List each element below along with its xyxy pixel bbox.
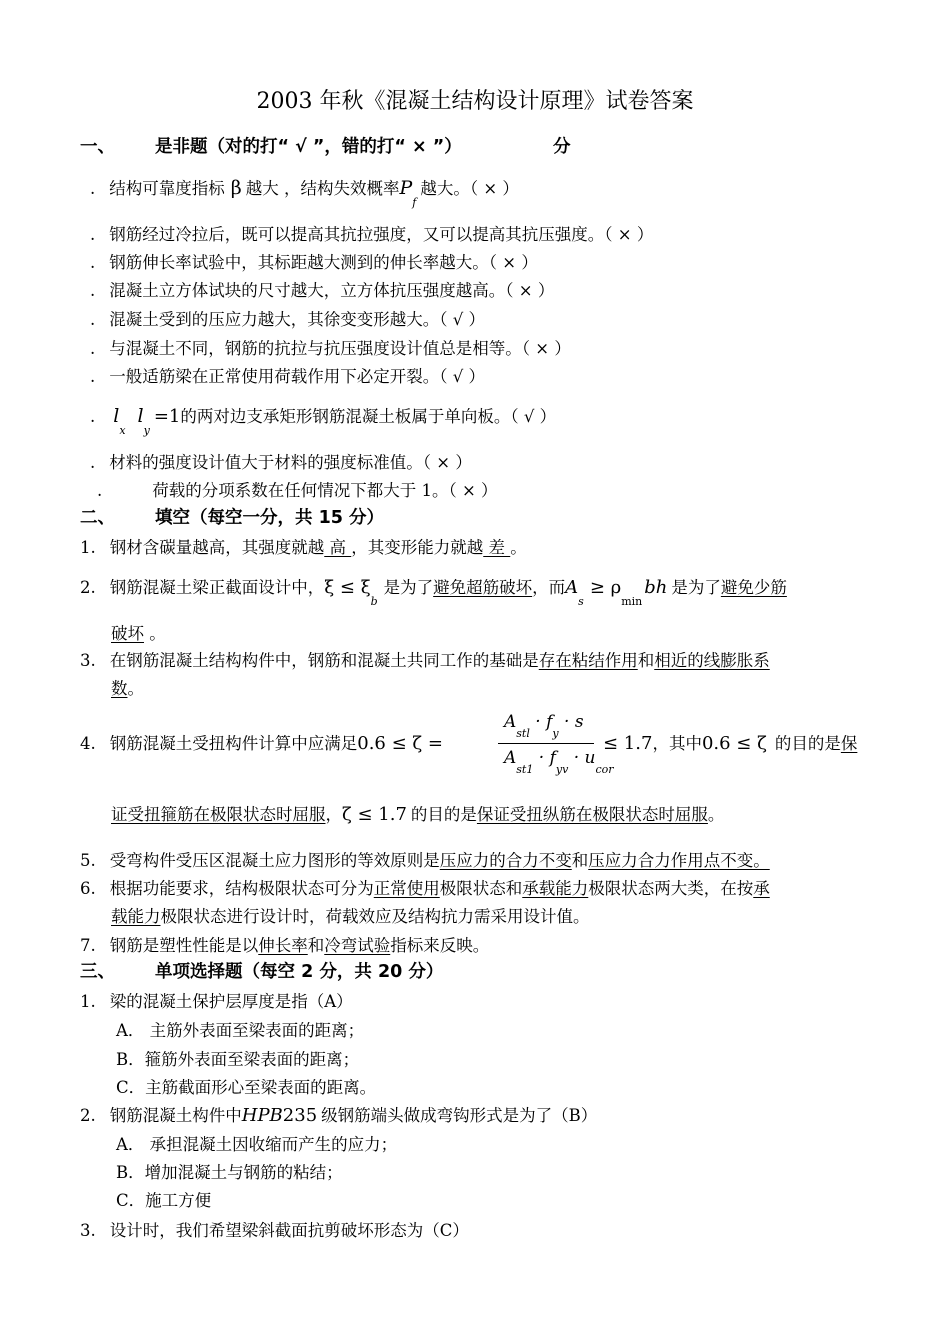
text-run: ζ ≤ 1.7 bbox=[342, 804, 407, 825]
text-run: 钢筋混凝土构件中 bbox=[109, 1106, 242, 1125]
section-3-number: 三、 bbox=[80, 962, 115, 982]
tf-item-2 bbox=[90, 225, 653, 245]
fill-item-4 bbox=[80, 734, 443, 754]
text-run: 材料的强度设计值大于材料的强度标准值。（ × ） bbox=[109, 453, 472, 472]
choice-2-option-b: B．增加混凝土与钢筋的粘结； bbox=[116, 1163, 343, 1182]
text-run: ，其变形能力就越 bbox=[351, 538, 484, 557]
tf-item-3 bbox=[90, 253, 538, 273]
text-run: . bbox=[90, 225, 96, 244]
answer-blank: 避免超筋破坏 bbox=[433, 578, 533, 597]
text-run: 和 bbox=[637, 651, 655, 670]
tf-item-10 bbox=[97, 481, 498, 501]
fill-item-6 bbox=[80, 879, 770, 899]
text-run: 钢筋是塑性性能是以 bbox=[109, 936, 259, 955]
beta-symbol: β bbox=[230, 177, 242, 199]
answer-blank: 证受扭箍筋在极限状态时屈服 bbox=[111, 805, 326, 824]
tf-item-8 bbox=[90, 405, 557, 437]
text-run: 2. bbox=[80, 578, 96, 597]
text-run: min bbox=[621, 595, 643, 608]
tf-bullet: . bbox=[90, 179, 96, 198]
text-run: · u bbox=[573, 748, 596, 768]
fill-item-4-tail bbox=[603, 734, 857, 754]
fill-item-6-cont bbox=[111, 907, 590, 927]
text-run: . bbox=[90, 281, 96, 300]
text-run: . bbox=[90, 453, 96, 472]
text-run: · f bbox=[538, 748, 556, 768]
text-run: 受弯构件受压区混凝土应力图形的等效原则是 bbox=[109, 851, 440, 870]
choice-1-option-a: A． 主筋外表面至梁表面的距离； bbox=[116, 1021, 365, 1040]
choice-1-option-b: B．箍筋外表面至梁表面的距离； bbox=[116, 1050, 360, 1069]
text-run: y bbox=[143, 424, 150, 437]
tf-item-6 bbox=[90, 339, 571, 359]
answer-blank: 数 bbox=[111, 679, 128, 698]
text-run: 钢筋混凝土受扭构件计算中应满足 bbox=[109, 734, 358, 753]
answer-blank: 差 bbox=[483, 538, 511, 557]
tf-item-5 bbox=[90, 310, 485, 330]
text-run: y bbox=[552, 727, 559, 740]
answer-blank: 正常使用 bbox=[373, 879, 440, 898]
text-run: 钢筋混凝土梁正截面设计中， bbox=[109, 578, 325, 597]
text-run: 根据功能要求，结构极限状态可分为 bbox=[109, 879, 374, 898]
tf-item-9 bbox=[90, 453, 472, 473]
answer-blank: 载能力 bbox=[111, 907, 161, 926]
text-run: 钢筋经过冷拉后，既可以提高其抗拉强度，又可以提高其抗压强度。（ × ） bbox=[109, 225, 654, 244]
torsion-ratio-fraction bbox=[490, 712, 614, 780]
text-run: ， bbox=[325, 805, 342, 824]
text-run: . bbox=[90, 310, 96, 329]
text-run: 。 bbox=[707, 805, 725, 824]
text-run: 。 bbox=[127, 679, 144, 698]
text-run: ≤ 1.7 bbox=[603, 733, 653, 754]
answer-blank: 压应力的合力不变 bbox=[439, 851, 572, 870]
text-run: 和 bbox=[571, 851, 589, 870]
section-1-score: 分 bbox=[553, 137, 571, 157]
text-run: 一般适筋梁在正常使用荷载作用下必定开裂。（ √ ） bbox=[109, 367, 486, 386]
text-run: 6. bbox=[80, 879, 96, 898]
text-run: 和 bbox=[307, 936, 325, 955]
text-run: ，其中 bbox=[652, 734, 702, 753]
text-run: 0.6 ≤ ζ = bbox=[357, 733, 443, 754]
text-run: . bbox=[97, 481, 103, 500]
text-run: 3. bbox=[80, 1221, 96, 1240]
tf-item-1 bbox=[90, 177, 519, 209]
text-run: 混凝土受到的压应力越大，其徐变变形越大。（ √ ） bbox=[109, 310, 486, 329]
page-title: 2003 年秋《混凝土结构设计原理》试卷答案 bbox=[256, 89, 694, 114]
text-run: 。 bbox=[144, 624, 166, 643]
text-run: cor bbox=[595, 763, 614, 776]
fill-item-5 bbox=[80, 851, 770, 871]
text-run: 荷载的分项系数在任何情况下都大于 1。（ × ） bbox=[152, 481, 498, 500]
text-run: 指标来反映。 bbox=[390, 936, 490, 955]
text-run: 级钢筋端头做成弯钩形式是为了（B） bbox=[321, 1106, 598, 1125]
text-run: 设计时，我们希望梁斜截面抗剪破坏形态为（C） bbox=[109, 1221, 469, 1240]
fill-item-7 bbox=[80, 936, 489, 956]
tf-item-7 bbox=[90, 367, 485, 387]
text-run: 235 bbox=[282, 1105, 318, 1126]
answer-blank: 避免少筋 bbox=[720, 578, 787, 597]
text-run: 7. bbox=[80, 936, 96, 955]
text-run: s bbox=[578, 595, 584, 608]
text-run: x bbox=[119, 424, 126, 437]
text-run: A bbox=[504, 712, 517, 732]
text-run: =1 bbox=[153, 406, 181, 427]
section-3-heading: 单项选择题（每空 2 分，共 20 分） bbox=[155, 962, 444, 982]
section-2-number: 二、 bbox=[80, 508, 115, 528]
text-run: . bbox=[90, 407, 96, 426]
text-run: 。 bbox=[510, 538, 527, 557]
text-run: 的两对边支承矩形钢筋混凝土板属于单向板。（ √ ） bbox=[180, 407, 557, 426]
text-run: 1. bbox=[80, 992, 96, 1011]
answer-blank: 存在粘结作用 bbox=[538, 651, 638, 670]
text-run: 与混凝土不同，钢筋的抗拉与抗压强度设计值总是相等。（ × ） bbox=[109, 339, 571, 358]
answer-blank: 保 bbox=[840, 734, 858, 753]
text-run: 3. bbox=[80, 651, 96, 670]
text-run: l bbox=[113, 405, 120, 427]
fill-item-4-cont bbox=[111, 805, 724, 825]
fraction-denominator bbox=[504, 748, 614, 776]
fraction-numerator bbox=[504, 712, 584, 740]
text-run: · s bbox=[564, 712, 584, 732]
text-run: ≥ ρ bbox=[589, 577, 622, 598]
text-run: 极限状态两大类，在按 bbox=[588, 879, 754, 898]
answer-blank: 承载能力 bbox=[522, 879, 589, 898]
text-run: 1. bbox=[80, 538, 96, 557]
text-run: st1 bbox=[516, 763, 534, 776]
choice-item-2 bbox=[80, 1106, 597, 1126]
answer-blank: 冷弯试验 bbox=[324, 936, 391, 955]
choice-item-1 bbox=[80, 992, 353, 1012]
answer-blank: 高 bbox=[324, 538, 352, 557]
fill-item-3-cont bbox=[111, 679, 144, 699]
text-run: 越大。（ × ） bbox=[420, 179, 519, 198]
answer-blank: 承 bbox=[753, 879, 770, 898]
text-run: yv bbox=[555, 763, 569, 776]
text-run: 是为了 bbox=[383, 578, 434, 597]
answer-blank: 保证受扭纵筋在极限状态时屈服 bbox=[476, 805, 708, 824]
text-run: 是为了 bbox=[671, 578, 721, 597]
choice-1-option-c: C．主筋截面形心至梁表面的距离。 bbox=[116, 1078, 377, 1097]
choice-2-option-c: C．施工方便 bbox=[116, 1191, 212, 1210]
answer-blank: 伸长率 bbox=[258, 936, 308, 955]
text-run: ξ ≤ ξ bbox=[324, 577, 371, 598]
text-run: 在钢筋混凝土结构构件中，钢筋和混凝土共同工作的基础是 bbox=[109, 651, 539, 670]
text-run: . bbox=[90, 339, 96, 358]
section-1-number: 一、 bbox=[80, 137, 115, 157]
answer-blank: 相近的线膨胀系 bbox=[654, 651, 770, 670]
text-run: 钢材含碳量越高，其强度就越 bbox=[109, 538, 325, 557]
text-run: P bbox=[399, 177, 413, 199]
text-run: b bbox=[370, 595, 378, 608]
text-run: stl bbox=[516, 727, 530, 740]
text-run: bh bbox=[644, 577, 668, 598]
choice-2-option-a: A． 承担混凝土因收缩而产生的应力； bbox=[116, 1135, 398, 1154]
fill-item-1 bbox=[80, 538, 527, 558]
fill-item-2-cont bbox=[111, 624, 166, 644]
text-run: 梁的混凝土保护层厚度是指（A） bbox=[109, 992, 353, 1011]
fill-item-2 bbox=[80, 577, 787, 608]
text-run: ，而 bbox=[532, 578, 566, 597]
fraction-bar bbox=[498, 743, 594, 744]
text-run: 结构可靠度指标 bbox=[109, 179, 225, 198]
text-run: . bbox=[90, 253, 96, 272]
text-run: l bbox=[137, 405, 144, 427]
text-run: 越大 ，结构失效概率 bbox=[245, 179, 400, 198]
text-run: 钢筋伸长率试验中，其标距越大测到的伸长率越大。（ × ） bbox=[109, 253, 538, 272]
text-run: 4. bbox=[80, 734, 96, 753]
text-run: 0.6 ≤ ζ bbox=[701, 733, 767, 754]
choice-item-3 bbox=[80, 1221, 469, 1241]
text-run: 极限状态进行设计时，荷载效应及结构抗力需采用设计值。 bbox=[160, 907, 590, 926]
text-run: . bbox=[90, 367, 96, 386]
text-run: HPB bbox=[241, 1105, 283, 1126]
text-run: 的目的是 bbox=[774, 734, 841, 753]
text-run: 2. bbox=[80, 1106, 96, 1125]
text-run: A bbox=[504, 748, 517, 768]
answer-blank: 破坏 bbox=[111, 624, 144, 643]
section-2-heading: 填空（每空一分，共 15 分） bbox=[155, 508, 385, 528]
text-run: 5. bbox=[80, 851, 96, 870]
text-run: 的目的是 bbox=[410, 805, 477, 824]
fill-item-3 bbox=[80, 651, 770, 671]
text-run: 极限状态和 bbox=[439, 879, 523, 898]
text-run: 混凝土立方体试块的尺寸越大，立方体抗压强度越高。（ × ） bbox=[109, 281, 555, 300]
answer-blank: 压应力合力作用点不变。 bbox=[588, 851, 770, 870]
tf-item-4 bbox=[90, 281, 554, 301]
text-run: · f bbox=[535, 712, 553, 732]
text-run: A bbox=[565, 577, 579, 598]
text-run: f bbox=[412, 196, 417, 209]
section-1-heading: 是非题（对的打“ √ ”，错的打“ × ”） bbox=[155, 137, 462, 157]
